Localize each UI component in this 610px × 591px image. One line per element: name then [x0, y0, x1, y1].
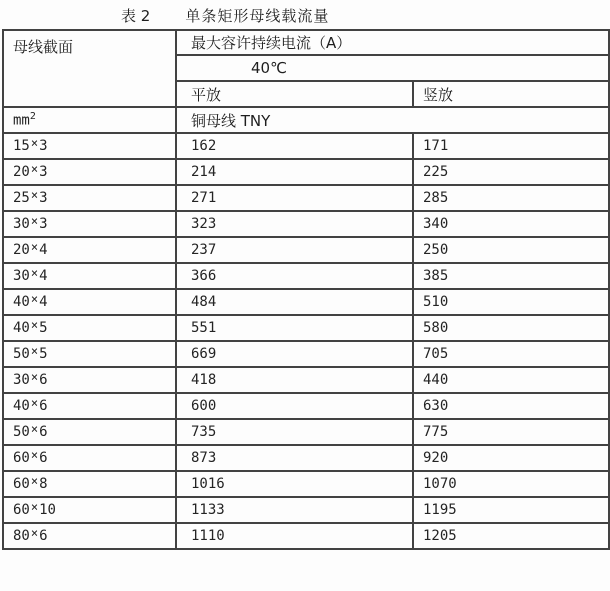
size-width: 60 [13, 502, 30, 518]
upright-current-cell: 285 [413, 185, 609, 211]
upright-current-cell: 580 [413, 315, 609, 341]
flat-current-cell: 366 [176, 263, 413, 289]
size-height: 10 [39, 502, 56, 518]
table-row [3, 445, 609, 471]
size-height: 6 [39, 424, 48, 440]
table-row [3, 419, 609, 445]
table-row [3, 263, 609, 289]
flat-header-cell: 平放 [176, 81, 413, 107]
size-cell [3, 315, 176, 341]
material-cell: 铜母线 TNY [176, 107, 609, 133]
table-row [3, 471, 609, 497]
times-sign: × [30, 162, 39, 176]
size-width: 15 [13, 138, 30, 154]
size-width: 25 [13, 190, 30, 206]
size-width: 30 [13, 268, 30, 284]
size-height: 5 [39, 320, 48, 336]
size-width: 50 [13, 346, 30, 362]
flat-current-cell: 271 [176, 185, 413, 211]
flat-current-cell: 418 [176, 367, 413, 393]
upright-current-cell: 1070 [413, 471, 609, 497]
unit-exponent: 2 [29, 111, 36, 123]
size-width: 30 [13, 372, 30, 388]
upright-current-cell: 250 [413, 237, 609, 263]
table-row [3, 393, 609, 419]
unit-row [3, 107, 609, 133]
times-sign: × [30, 266, 39, 280]
flat-current-cell: 551 [176, 315, 413, 341]
times-sign: × [30, 422, 39, 436]
times-sign: × [30, 318, 39, 332]
times-sign: × [30, 188, 39, 202]
busbar-ampacity-table [2, 29, 610, 550]
size-cell [3, 185, 176, 211]
table-row [3, 497, 609, 523]
size-cell [3, 263, 176, 289]
times-sign: × [30, 500, 39, 514]
temperature-header-cell: 40℃ [176, 55, 609, 81]
flat-current-cell: 214 [176, 159, 413, 185]
size-height: 6 [39, 450, 48, 466]
table-row [3, 159, 609, 185]
upright-current-cell: 440 [413, 367, 609, 393]
table-number-label: 表 2 [121, 7, 151, 25]
size-cell [3, 211, 176, 237]
size-width: 80 [13, 528, 30, 544]
size-cell [3, 367, 176, 393]
upright-current-cell: 1195 [413, 497, 609, 523]
upright-header-cell: 竖放 [413, 81, 609, 107]
upright-current-cell: 340 [413, 211, 609, 237]
upright-current-cell: 705 [413, 341, 609, 367]
size-height: 5 [39, 346, 48, 362]
unit-base: mm [13, 112, 30, 129]
flat-current-cell: 600 [176, 393, 413, 419]
size-width: 40 [13, 320, 30, 336]
times-sign: × [30, 344, 39, 358]
flat-current-cell: 484 [176, 289, 413, 315]
size-cell [3, 393, 176, 419]
size-width: 30 [13, 216, 30, 232]
size-height: 4 [39, 294, 48, 310]
flat-current-cell: 237 [176, 237, 413, 263]
times-sign: × [30, 292, 39, 306]
size-height: 3 [39, 164, 48, 180]
size-height: 4 [39, 242, 48, 258]
table-row [3, 211, 609, 237]
size-height: 3 [39, 138, 48, 154]
size-height: 6 [39, 372, 48, 388]
table-title-text: 单条矩形母线载流量 [185, 7, 330, 25]
size-width: 20 [13, 242, 30, 258]
upright-current-cell: 225 [413, 159, 609, 185]
size-cell [3, 419, 176, 445]
size-cell [3, 341, 176, 367]
table-row [3, 523, 609, 549]
times-sign: × [30, 370, 39, 384]
upright-current-cell: 1205 [413, 523, 609, 549]
flat-current-cell: 873 [176, 445, 413, 471]
upright-current-cell: 920 [413, 445, 609, 471]
flat-current-cell: 323 [176, 211, 413, 237]
times-sign: × [30, 136, 39, 150]
page-title [0, 0, 610, 29]
flat-current-cell: 669 [176, 341, 413, 367]
unit-cell [3, 107, 176, 133]
size-width: 50 [13, 424, 30, 440]
size-height: 4 [39, 268, 48, 284]
max-current-header-cell: 最大容许持续电流（A） [176, 30, 609, 55]
size-cell [3, 523, 176, 549]
table-row [3, 133, 609, 159]
size-width: 40 [13, 294, 30, 310]
size-width: 20 [13, 164, 30, 180]
times-sign: × [30, 474, 39, 488]
flat-current-cell: 735 [176, 419, 413, 445]
size-cell [3, 237, 176, 263]
upright-current-cell: 775 [413, 419, 609, 445]
size-width: 60 [13, 476, 30, 492]
flat-current-cell: 162 [176, 133, 413, 159]
size-width: 40 [13, 398, 30, 414]
times-sign: × [30, 526, 39, 540]
size-cell [3, 159, 176, 185]
upright-current-cell: 510 [413, 289, 609, 315]
times-sign: × [30, 214, 39, 228]
size-cell [3, 471, 176, 497]
size-height: 8 [39, 476, 48, 492]
size-height: 6 [39, 398, 48, 414]
times-sign: × [30, 396, 39, 410]
table-row [3, 185, 609, 211]
upright-current-cell: 385 [413, 263, 609, 289]
size-cell [3, 497, 176, 523]
size-cell [3, 445, 176, 471]
size-height: 3 [39, 190, 48, 206]
size-cell [3, 133, 176, 159]
header-row-max-current [3, 30, 609, 55]
flat-current-cell: 1016 [176, 471, 413, 497]
times-sign: × [30, 448, 39, 462]
table-row [3, 315, 609, 341]
size-height: 3 [39, 216, 48, 232]
upright-current-cell: 171 [413, 133, 609, 159]
size-width: 60 [13, 450, 30, 466]
size-height: 6 [39, 528, 48, 544]
section-header-cell: 母线截面 [3, 30, 176, 107]
size-cell [3, 289, 176, 315]
table-row [3, 367, 609, 393]
flat-current-cell: 1133 [176, 497, 413, 523]
times-sign: × [30, 240, 39, 254]
upright-current-cell: 630 [413, 393, 609, 419]
table-row [3, 237, 609, 263]
table-row [3, 341, 609, 367]
table-row [3, 289, 609, 315]
flat-current-cell: 1110 [176, 523, 413, 549]
